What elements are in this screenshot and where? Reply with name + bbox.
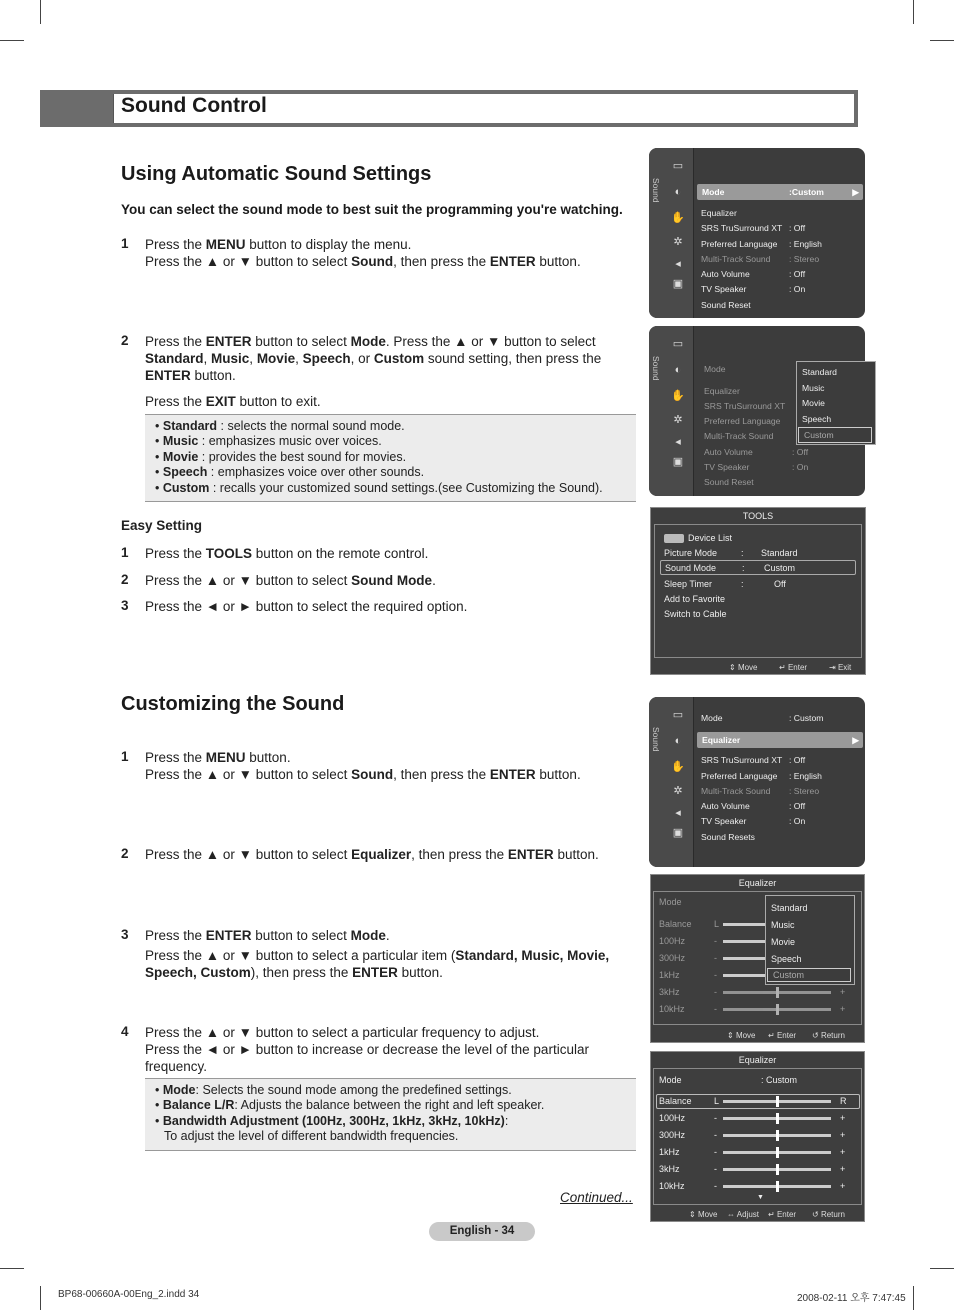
step-text: Press the ▲ or ▼ button to select Sound, then press the ENTER button. <box>145 767 581 782</box>
channel-icon: ✋ <box>671 212 685 224</box>
step-number: 4 <box>121 1024 129 1039</box>
eq-mode-label: Mode <box>659 897 682 907</box>
sound-icon: ◐ <box>674 735 682 747</box>
osd-sound-menu-equalizer <box>649 697 865 867</box>
eq-band-balance-selected[interactable]: Balance L R <box>656 1094 860 1109</box>
application-icon: ▣ <box>672 456 684 468</box>
tools-title: TOOLS <box>742 511 774 521</box>
tools-row[interactable]: Picture Mode : Standard <box>664 548 798 558</box>
osd-row-mode: Mode <box>704 364 726 374</box>
step-text: Standard, Music, Movie, Speech, or Custom sound setting, then press the <box>145 351 602 366</box>
option-speech[interactable]: Speech <box>802 413 832 424</box>
application-icon: ▣ <box>672 278 684 290</box>
osd-row: Multi-Track Sound : Stereo <box>701 786 820 796</box>
sound-icon: ◐ <box>674 364 682 376</box>
osd-vertical-label: Sound <box>651 178 661 203</box>
osd-sidebar <box>649 148 694 318</box>
equalizer-title: Equalizer <box>738 1055 777 1065</box>
osd-row[interactable]: SRS TruSurround XT : Off <box>701 223 806 233</box>
eq-band: 100Hz - <box>659 936 717 946</box>
intro-text: You can select the sound mode to best suit the programming you're watching. <box>121 202 623 217</box>
osd-highlight-equalizer[interactable]: Equalizer ▶ <box>697 732 863 748</box>
eq-slider[interactable] <box>723 1117 831 1120</box>
eq-mode-row[interactable]: Mode : Custom <box>659 1075 798 1085</box>
tools-row[interactable]: Switch to Cable <box>664 609 727 619</box>
osd-row[interactable]: TV Speaker : On <box>701 816 806 826</box>
tools-row[interactable]: Sleep Timer : Off <box>664 579 786 589</box>
note-item: • Movie : provides the best sound for movies. <box>155 449 407 464</box>
eq-band: 3kHz - + <box>659 987 846 997</box>
footer-date: 2008-02-11 오후 7:47:45 <box>797 1293 906 1304</box>
osd-row: Auto Volume : Off <box>704 447 809 457</box>
easy-setting-title: Easy Setting <box>121 518 203 533</box>
channel-icon: ✋ <box>671 390 685 402</box>
crop-mark <box>930 40 954 41</box>
input-icon: ◂ <box>675 436 681 448</box>
note-box <box>145 414 636 502</box>
crop-mark <box>913 1286 914 1310</box>
osd-row[interactable]: Preferred Language : English <box>701 239 822 249</box>
osd-row: TV Speaker : On <box>704 462 809 472</box>
osd-row: Multi-Track Sound : Stereo <box>701 254 820 264</box>
eq-slider[interactable] <box>723 1151 831 1154</box>
osd-row[interactable]: TV Speaker : On <box>701 284 806 294</box>
eq-band[interactable]: 100Hz - + <box>659 1113 846 1123</box>
step-text: Press the TOOLS button on the remote control. <box>145 546 429 561</box>
osd-vertical-label: Sound <box>651 727 661 752</box>
note-item: • Speech : emphasizes voice over other sounds. <box>155 465 425 480</box>
eq-slider[interactable] <box>723 1008 831 1011</box>
input-icon: ◂ <box>675 807 681 819</box>
step-text: Press the ◄ or ► button to increase or decrease the level of the particular <box>145 1042 589 1057</box>
eq-band: Balance L <box>659 919 720 929</box>
hint-return: ↺ Return <box>812 1210 845 1219</box>
eq-band: 300Hz - <box>659 953 717 963</box>
section-title: Sound Control <box>121 94 267 117</box>
option-custom-selected[interactable]: Custom <box>767 968 851 982</box>
tools-row-device-list[interactable]: Device List <box>664 533 732 543</box>
page-badge: English - 34 <box>429 1222 535 1241</box>
option-movie[interactable]: Movie <box>771 937 796 947</box>
option-music[interactable]: Music <box>802 382 825 393</box>
note-item: • Mode: Selects the sound mode among the predefined settings. <box>155 1083 512 1097</box>
osd-row: Equalizer <box>704 386 740 396</box>
crop-mark <box>0 1268 24 1269</box>
tools-inner <box>654 524 862 658</box>
heading-customizing-sound: Customizing the Sound <box>121 693 345 715</box>
option-custom-selected[interactable]: Custom <box>798 427 872 443</box>
option-music[interactable]: Music <box>771 920 795 930</box>
step-text: Press the ENTER button to select Mode. <box>145 928 390 943</box>
osd-row[interactable]: Preferred Language : English <box>701 771 822 781</box>
step-number: 2 <box>121 846 129 861</box>
step-number: 2 <box>121 333 129 348</box>
continued-text: Continued... <box>560 1190 633 1205</box>
step-text: Press the ENTER button to select Mode. Press the ▲ or ▼ button to select <box>145 334 596 349</box>
eq-slider[interactable] <box>723 923 767 926</box>
crop-mark <box>930 1268 954 1269</box>
eq-slider-balance[interactable] <box>723 1100 831 1103</box>
hint-adjust: ⇔ Adjust <box>727 1210 760 1219</box>
osd-vertical-label: Sound <box>651 356 661 381</box>
picture-icon: ▭ <box>672 338 684 350</box>
osd-sidebar <box>649 326 694 496</box>
step-number: 1 <box>121 545 129 560</box>
option-standard[interactable]: Standard <box>771 903 808 913</box>
eq-slider[interactable] <box>723 991 831 994</box>
eq-slider[interactable] <box>723 974 767 977</box>
option-movie[interactable]: Movie <box>802 398 825 408</box>
tools-row-sound-mode-selected[interactable]: Sound Mode : Custom <box>660 560 856 575</box>
equalizer-menu-balance <box>650 1051 865 1222</box>
eq-slider[interactable] <box>723 1168 831 1171</box>
note-box <box>145 1078 636 1151</box>
step-number: 3 <box>121 598 129 613</box>
tools-row[interactable]: Add to Favorite <box>664 594 726 604</box>
option-standard[interactable]: Standard <box>802 367 837 377</box>
osd-row[interactable]: Sound Reset <box>701 300 751 310</box>
scroll-down-icon[interactable]: ▼ <box>757 1194 764 1201</box>
osd-row: Preferred Language <box>704 416 781 426</box>
mode-options-dropdown[interactable] <box>796 361 876 445</box>
step-text: Press the ▲ or ▼ button to select Equalizer, then press the ENTER button. <box>145 847 599 862</box>
hint-move: ⇕ Move <box>727 1031 756 1040</box>
note-item: To adjust the level of different bandwidth frequencies. <box>164 1129 459 1144</box>
note-item: • Custom : recalls your customized sound settings.(see Customizing the Sound). <box>155 480 603 495</box>
eq-slider[interactable] <box>723 1185 831 1188</box>
step-number: 3 <box>121 927 129 942</box>
eq-band[interactable]: 1kHz - + <box>659 1147 846 1157</box>
eq-slider[interactable] <box>723 940 767 943</box>
eq-mode-options-dropdown[interactable] <box>765 895 855 985</box>
hint-enter: ↵ Enter <box>779 663 808 672</box>
input-icon: ◂ <box>675 258 681 270</box>
setup-icon: ✲ <box>673 414 683 426</box>
eq-band: 1kHz - <box>659 970 717 980</box>
hint-move: ⇕ Move <box>729 663 758 672</box>
picture-icon: ▭ <box>672 160 684 172</box>
step-text: Press the EXIT button to exit. <box>145 394 321 409</box>
eq-band[interactable]: 3kHz - + <box>659 1164 846 1174</box>
osd-row: Multi-Track Sound <box>704 431 774 441</box>
step-number: 1 <box>121 236 129 251</box>
setup-icon: ✲ <box>673 785 683 797</box>
hint-return: ↺ Return <box>812 1031 845 1040</box>
eq-band[interactable]: 300Hz - + <box>659 1130 846 1140</box>
step-text: Speech, Custom), then press the ENTER button. <box>145 965 443 980</box>
anynet-logo-icon <box>664 534 684 543</box>
osd-row: Sound Reset <box>704 477 754 487</box>
hint-enter: ↵ Enter <box>768 1031 797 1040</box>
step-text: Press the ▲ or ▼ button to select Sound Mode. <box>145 573 436 588</box>
note-item: • Balance L/R: Adjusts the balance between the right and left speaker. <box>155 1098 545 1113</box>
osd-sidebar <box>649 697 694 867</box>
hint-exit: ⇥ Exit <box>829 663 852 672</box>
crop-mark <box>40 0 41 24</box>
step-number: 1 <box>121 749 129 764</box>
crop-mark <box>913 0 914 24</box>
osd-row[interactable]: Equalizer <box>701 208 737 218</box>
hint-enter: ↵ Enter <box>768 1210 797 1219</box>
application-icon: ▣ <box>672 827 684 839</box>
crop-mark <box>40 1286 41 1310</box>
eq-slider[interactable] <box>723 957 767 960</box>
osd-highlight-mode[interactable]: Mode :Custom ▶ <box>697 184 863 200</box>
osd-row[interactable]: Auto Volume : Off <box>701 269 806 279</box>
step-text: ENTER button. <box>145 368 236 383</box>
osd-row-mode[interactable]: Mode : Custom <box>701 713 824 723</box>
sound-icon: ◐ <box>674 186 682 198</box>
step-text: frequency. <box>145 1059 208 1074</box>
note-item: • Standard : selects the normal sound mode. <box>155 419 405 433</box>
step-text: Press the MENU button to display the menu. <box>145 237 412 252</box>
osd-row[interactable]: Auto Volume : Off <box>701 801 806 811</box>
picture-icon: ▭ <box>672 709 684 721</box>
heading-auto-sound: Using Automatic Sound Settings <box>121 163 432 185</box>
eq-slider[interactable] <box>723 1134 831 1137</box>
eq-band: 10kHz - + <box>659 1004 846 1014</box>
footer-file: BP68-00660A-00Eng_2.indd 34 <box>58 1289 200 1300</box>
crop-mark <box>0 40 24 41</box>
eq-band[interactable]: 10kHz - + <box>659 1181 846 1191</box>
setup-icon: ✲ <box>673 236 683 248</box>
note-item: • Music : emphasizes music over voices. <box>155 434 382 449</box>
osd-sound-menu <box>649 148 865 318</box>
equalizer-title: Equalizer <box>738 878 777 888</box>
step-text: Press the ◄ or ► button to select the required option. <box>145 599 468 614</box>
step-text: Press the ▲ or ▼ button to select a particular item (Standard, Music, Movie, <box>145 948 610 963</box>
osd-row[interactable]: Sound Resets <box>701 832 755 842</box>
option-speech[interactable]: Speech <box>771 954 802 964</box>
hint-move: ⇕ Move <box>689 1210 718 1219</box>
note-item: • Bandwidth Adjustment (100Hz, 300Hz, 1kHz, 3kHz, 10kHz): <box>155 1113 509 1128</box>
step-text: Press the MENU button. <box>145 750 291 765</box>
step-number: 2 <box>121 572 129 587</box>
channel-icon: ✋ <box>671 761 685 773</box>
step-text: Press the ▲ or ▼ button to select a particular frequency to adjust. <box>145 1025 540 1040</box>
tools-menu <box>650 507 866 675</box>
step-text: Press the ▲ or ▼ button to select Sound, then press the ENTER button. <box>145 254 581 269</box>
osd-row: SRS TruSurround XT <box>704 401 786 411</box>
osd-row[interactable]: SRS TruSurround XT : Off <box>701 755 806 765</box>
